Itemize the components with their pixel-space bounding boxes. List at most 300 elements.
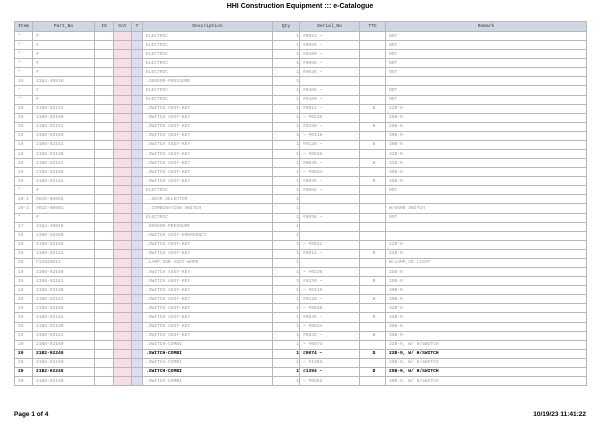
cell-item: 17 [15, 222, 33, 231]
cell-is [95, 240, 114, 249]
cell-t [132, 331, 143, 340]
cell-t [132, 258, 143, 267]
cell-t [132, 286, 143, 295]
cell-qty: 1 [273, 122, 300, 131]
cell-cnt [114, 231, 132, 240]
cell-serial-no: #0355 ~ [300, 86, 360, 95]
cell-part-no: # [33, 186, 95, 195]
cell-t [132, 59, 143, 68]
cell-part-no: 21N8-92180 [33, 268, 95, 277]
parts-table [14, 21, 587, 386]
cell-serial-no: ~ #0048 [300, 150, 360, 159]
cell-part-no: 21N8-92181 [33, 331, 95, 340]
cell-serial-no: ~ #0238 [300, 268, 360, 277]
cell-description: ELECTRIC [143, 68, 273, 77]
cell-t [132, 177, 143, 186]
cell-remark: 30B-9 [386, 286, 587, 295]
table-row[interactable] [15, 150, 587, 159]
cell-qty: 1 [273, 86, 300, 95]
cell-description: .LAMP SUB ASSY-WORK [143, 258, 273, 267]
cell-remark: 25B-9, W/ H/SWITCH [386, 358, 587, 367]
cell-ttc: B [360, 140, 386, 149]
cell-item: 19 [15, 140, 33, 149]
cell-remark: 22B-9 [386, 249, 587, 258]
cell-serial-no: #0049 ~ [300, 313, 360, 322]
cell-part-no: 21N8-92181 [33, 313, 95, 322]
cell-part-no: 21N8-92181 [33, 159, 95, 168]
cell-qty: 1 [273, 68, 300, 77]
table-row[interactable] [15, 268, 587, 277]
cell-remark: 35B-9 [386, 168, 587, 177]
cell-ttc [360, 268, 386, 277]
cell-cnt [114, 131, 132, 140]
cell-t [132, 104, 143, 113]
cell-description: .SWITCH ASSY-KEY [143, 295, 273, 304]
cell-serial-no: ~ #1393 [300, 358, 360, 367]
cell-part-no: 21N8-92160 [33, 358, 95, 367]
cell-ttc [360, 32, 386, 41]
cell-is [95, 32, 114, 41]
cell-t [132, 95, 143, 104]
table-row[interactable] [15, 331, 587, 340]
cell-ttc [360, 358, 386, 367]
cell-part-no: 21N8-92180 [33, 322, 95, 331]
table-row[interactable] [15, 177, 587, 186]
cell-is [95, 77, 114, 86]
table-row[interactable] [15, 195, 587, 204]
cell-qty: 1 [273, 258, 300, 267]
table-row[interactable] [15, 249, 587, 258]
cell-serial-no: ~ #0048 [300, 304, 360, 313]
cell-qty: 1 [273, 195, 300, 204]
cell-serial-no [300, 222, 360, 231]
cell-remark: 22B-9, W/ H/SWITCH [386, 349, 587, 358]
cell-ttc [360, 340, 386, 349]
cell-description: .SWITCH ASSY-KEY [143, 131, 273, 140]
cell-t [132, 41, 143, 50]
table-row[interactable] [15, 32, 587, 41]
table-row[interactable] [15, 68, 587, 77]
table-row[interactable] [15, 159, 587, 168]
cell-part-no: 21N8-92160 [33, 376, 95, 385]
cell-ttc [360, 59, 386, 68]
cell-ttc [360, 50, 386, 59]
cell-ttc [360, 95, 386, 104]
cell-cnt [114, 41, 132, 50]
cell-is [95, 177, 114, 186]
cell-ttc: B [360, 331, 386, 340]
cell-is [95, 122, 114, 131]
cell-description: .SWITCH ASSY-KEY [143, 140, 273, 149]
cell-t [132, 86, 143, 95]
cell-item: 19 [15, 313, 33, 322]
cell-qty: 1 [273, 113, 300, 122]
cell-serial-no: ~ #0583 [300, 376, 360, 385]
cell-part-no: 31Q4-40810 [33, 222, 95, 231]
cell-is [95, 104, 114, 113]
cell-is [95, 113, 114, 122]
cell-item: 15 [15, 77, 33, 86]
cell-cnt [114, 32, 132, 41]
cell-part-no: 21N8-92180 [33, 240, 95, 249]
table-row[interactable] [15, 186, 587, 195]
cell-serial-no [300, 231, 360, 240]
cell-t [132, 131, 143, 140]
cell-is [95, 159, 114, 168]
cell-qty: 1 [273, 295, 300, 304]
cell-description: .SWITCH ASSY-KEY [143, 331, 273, 340]
table-row[interactable] [15, 113, 587, 122]
cell-qty: 1 [273, 50, 300, 59]
cell-is [95, 213, 114, 222]
cell-qty: 1 [273, 340, 300, 349]
cell-t [132, 186, 143, 195]
table-row[interactable] [15, 258, 587, 267]
col-header-ttc[interactable]: TTC [360, 22, 386, 32]
cell-description: .SWITCH ASSY-KEY [143, 159, 273, 168]
cell-qty: 1 [273, 77, 300, 86]
cell-part-no: 21N8-92181 [33, 277, 95, 286]
cell-serial-no: ~ #0034 [300, 168, 360, 177]
col-header-qty[interactable]: Qty [273, 22, 300, 32]
cell-t [132, 367, 143, 376]
cell-description: ELECTRIC [143, 86, 273, 95]
cell-remark: 35B-9 [386, 177, 587, 186]
table-row[interactable] [15, 286, 587, 295]
cell-is [95, 140, 114, 149]
cell-description: ELECTRIC [143, 41, 273, 50]
cell-serial-no: #0074 ~ [300, 349, 360, 358]
table-row[interactable] [15, 213, 587, 222]
cell-item: * [15, 32, 33, 41]
cell-t [132, 295, 143, 304]
table-row[interactable] [15, 122, 587, 131]
cell-item: 19 [15, 104, 33, 113]
cell-remark: 32B-9 [386, 313, 587, 322]
cell-qty: 1 [273, 376, 300, 385]
cell-cnt [114, 159, 132, 168]
cell-serial-no: ~ #0073 [300, 340, 360, 349]
cell-is [95, 249, 114, 258]
cell-qty: 1 [273, 168, 300, 177]
cell-description: .SWITCH ASSY-KEY [143, 304, 273, 313]
cell-qty: 1 [273, 41, 300, 50]
table-row[interactable] [15, 41, 587, 50]
cell-description: .SWITCH-COMBI [143, 349, 273, 358]
cell-item: 20 [15, 349, 33, 358]
cell-cnt [114, 349, 132, 358]
cell-qty: 1 [273, 313, 300, 322]
cell-description: .SWITCH ASSY-KEY [143, 277, 273, 286]
cell-t [132, 277, 143, 286]
cell-qty: 1 [273, 150, 300, 159]
cell-serial-no [300, 77, 360, 86]
cell-part-no: # [33, 41, 95, 50]
cell-remark [386, 77, 587, 86]
cell-serial-no: #0036 ~ [300, 68, 360, 77]
cell-ttc: B [360, 122, 386, 131]
cell-item: 20 [15, 340, 33, 349]
cell-cnt [114, 331, 132, 340]
cell-part-no: 31Q4-40810 [33, 77, 95, 86]
cell-ttc [360, 213, 386, 222]
table-row[interactable] [15, 367, 587, 376]
table-row[interactable] [15, 104, 587, 113]
cell-qty: 1 [273, 131, 300, 140]
cell-remark: NOT [386, 50, 587, 59]
cell-is [95, 195, 114, 204]
cell-cnt [114, 376, 132, 385]
cell-t [132, 77, 143, 86]
cell-item: * [15, 86, 33, 95]
cell-qty: 1 [273, 59, 300, 68]
cell-cnt [114, 268, 132, 277]
cell-ttc: B [360, 277, 386, 286]
cell-serial-no: ~ #0238 [300, 113, 360, 122]
table-row[interactable] [15, 168, 587, 177]
cell-part-no: 21N8-92180 [33, 131, 95, 140]
cell-description: ..GEAR SELECTOR [143, 195, 273, 204]
cell-description: .SWITCH-COMBI [143, 367, 273, 376]
cell-is [95, 150, 114, 159]
col-header-serial-no[interactable]: Serial_No [300, 22, 360, 32]
table-row[interactable] [15, 59, 587, 68]
cell-description: .SWITCH ASSY-KEY [143, 286, 273, 295]
cell-part-no: 21N8-92180 [33, 113, 95, 122]
cell-remark [386, 222, 587, 231]
cell-item: 19 [15, 322, 33, 331]
cell-qty: 1 [273, 240, 300, 249]
cell-is [95, 186, 114, 195]
cell-is [95, 258, 114, 267]
cell-is [95, 304, 114, 313]
cell-t [132, 213, 143, 222]
cell-cnt [114, 59, 132, 68]
cell-part-no: 21N8-92181 [33, 249, 95, 258]
table-row[interactable] [15, 277, 587, 286]
cell-item: 19 [15, 168, 33, 177]
cell-ttc: D [360, 367, 386, 376]
cell-item: 19 [15, 277, 33, 286]
table-row[interactable] [15, 322, 587, 331]
cell-serial-no: #0049 ~ [300, 159, 360, 168]
table-row[interactable] [15, 313, 587, 322]
cell-description: .SWITCH ASSY-KEY [143, 122, 273, 131]
table-row[interactable] [15, 231, 587, 240]
cell-cnt [114, 104, 132, 113]
cell-remark: 25B-9 [386, 268, 587, 277]
cell-cnt [114, 249, 132, 258]
cell-part-no: # [33, 213, 95, 222]
cell-cnt [114, 140, 132, 149]
cell-qty: 1 [273, 349, 300, 358]
table-row[interactable] [15, 340, 587, 349]
cell-serial-no [300, 195, 360, 204]
cell-serial-no: #0012 ~ [300, 104, 360, 113]
cell-part-no: # [33, 59, 95, 68]
cell-description: .SWITCH ASSY-KEY [143, 313, 273, 322]
cell-qty: 1 [273, 286, 300, 295]
cell-part-no: XKCD-00003 [33, 195, 95, 204]
col-header-t[interactable]: T [132, 22, 143, 32]
cell-item: * [15, 41, 33, 50]
cell-is [95, 50, 114, 59]
cell-cnt [114, 213, 132, 222]
cell-item: 20-1 [15, 195, 33, 204]
cell-remark: 35B-9 [386, 322, 587, 331]
cell-t [132, 304, 143, 313]
cell-remark: 35B-9 [386, 331, 587, 340]
cell-t [132, 313, 143, 322]
cell-t [132, 122, 143, 131]
cell-description: .SWITCH ASSY-EMERGENCY [143, 231, 273, 240]
table-row[interactable] [15, 86, 587, 95]
cell-qty: 1 [273, 249, 300, 258]
cell-remark: NOT [386, 41, 587, 50]
cell-cnt [114, 86, 132, 95]
cell-qty: 1 [273, 186, 300, 195]
cell-is [95, 59, 114, 68]
cell-part-no: 21N8-92181 [33, 177, 95, 186]
cell-item: 19 [15, 295, 33, 304]
cell-remark: 32B-9 [386, 304, 587, 313]
cell-cnt [114, 286, 132, 295]
cell-serial-no: #0035 ~ [300, 177, 360, 186]
cell-item: 19 [15, 249, 33, 258]
cell-description: .SENSOR-PRESSURE [143, 77, 273, 86]
cell-cnt [114, 304, 132, 313]
cell-part-no: 21N8-92181 [33, 140, 95, 149]
cell-qty: 1 [273, 367, 300, 376]
cell-description: .SWITCH ASSY-KEY [143, 150, 273, 159]
cell-remark: 32B-9 [386, 159, 587, 168]
cell-is [95, 41, 114, 50]
table-row[interactable] [15, 358, 587, 367]
cell-cnt [114, 95, 132, 104]
cell-ttc [360, 131, 386, 140]
cell-remark: 22B-9 [386, 104, 587, 113]
cell-item: 18 [15, 231, 33, 240]
cell-is [95, 376, 114, 385]
cell-description: ELECTRIC [143, 186, 273, 195]
cell-remark: NOT [386, 86, 587, 95]
cell-serial-no: #0120 ~ [300, 295, 360, 304]
cell-remark: 30B-9 [386, 295, 587, 304]
cell-remark: NOT [386, 32, 587, 41]
cell-qty: 1 [273, 358, 300, 367]
cell-qty: 1 [273, 331, 300, 340]
cell-t [132, 240, 143, 249]
cell-serial-no: #1394 ~ [300, 367, 360, 376]
cell-qty: 1 [273, 213, 300, 222]
cell-cnt [114, 68, 132, 77]
col-header-is[interactable]: IS [95, 22, 114, 32]
table-row[interactable] [15, 95, 587, 104]
cell-part-no: 21B2-92240 [33, 349, 95, 358]
cell-remark: 25B-9 [386, 122, 587, 131]
cell-is [95, 168, 114, 177]
cell-ttc: B [360, 104, 386, 113]
cell-t [132, 195, 143, 204]
cell-description: .SWITCH ASSY-KEY [143, 249, 273, 258]
table-row[interactable] [15, 222, 587, 231]
col-header-remark[interactable]: Remark [386, 22, 587, 32]
cell-ttc [360, 240, 386, 249]
print-datetime: 10/19/23 11:41:22 [533, 411, 586, 418]
table-row[interactable] [15, 50, 587, 59]
table-row[interactable] [15, 304, 587, 313]
table-row[interactable] [15, 131, 587, 140]
cell-t [132, 150, 143, 159]
cell-is [95, 358, 114, 367]
table-row[interactable] [15, 295, 587, 304]
cell-item: 19 [15, 122, 33, 131]
cell-part-no: # [33, 32, 95, 41]
cell-ttc: B [360, 249, 386, 258]
table-header-row [15, 22, 587, 32]
table-row[interactable] [15, 376, 587, 385]
cell-part-no: 21N8-92181 [33, 104, 95, 113]
cell-ttc [360, 68, 386, 77]
cell-remark: 25B-9, W/ H/SWITCH [386, 367, 587, 376]
cell-item: * [15, 186, 33, 195]
cell-item: 19 [15, 131, 33, 140]
col-header-item[interactable]: Item [15, 22, 33, 32]
cell-item: 19 [15, 331, 33, 340]
cell-is [95, 231, 114, 240]
cell-ttc [360, 86, 386, 95]
cell-cnt [114, 177, 132, 186]
cell-part-no: 21N8-20260 [33, 231, 95, 240]
cell-description: ..COMBINATION SWITCH [143, 204, 273, 213]
cell-is [95, 349, 114, 358]
cell-description: .SWITCH ASSY-KEY [143, 322, 273, 331]
cell-item: * [15, 213, 33, 222]
table-row[interactable] [15, 349, 587, 358]
cell-t [132, 159, 143, 168]
cell-qty: 1 [273, 204, 300, 213]
cell-item: 19 [15, 159, 33, 168]
cell-part-no: 21N8-92180 [33, 286, 95, 295]
cell-ttc [360, 258, 386, 267]
cell-ttc: D [360, 349, 386, 358]
cell-serial-no: #0100 ~ [300, 95, 360, 104]
cell-is [95, 204, 114, 213]
cell-part-no: XKCD-00002 [33, 204, 95, 213]
cell-description: ELECTRIC [143, 50, 273, 59]
cell-qty: 1 [273, 95, 300, 104]
cell-part-no: F12840011 [33, 258, 95, 267]
cell-qty: 1 [273, 32, 300, 41]
table-row[interactable] [15, 140, 587, 149]
cell-item: 20 [15, 376, 33, 385]
cell-description: .SWITCH ASSY-KEY [143, 104, 273, 113]
col-header-cnt[interactable]: Cnt [114, 22, 132, 32]
cell-ttc [360, 376, 386, 385]
cell-is [95, 367, 114, 376]
cell-serial-no: #0035 ~ [300, 331, 360, 340]
table-row[interactable] [15, 204, 587, 213]
page-number: Page 1 of 4 [14, 411, 49, 418]
col-header-description[interactable]: Description [143, 22, 273, 32]
table-row[interactable] [15, 77, 587, 86]
cell-qty: 1 [273, 322, 300, 331]
cell-remark: 22B-9 [386, 240, 587, 249]
col-header-part-no[interactable]: Part_No [33, 22, 95, 32]
cell-t [132, 68, 143, 77]
table-row[interactable] [15, 240, 587, 249]
cell-serial-no [300, 204, 360, 213]
